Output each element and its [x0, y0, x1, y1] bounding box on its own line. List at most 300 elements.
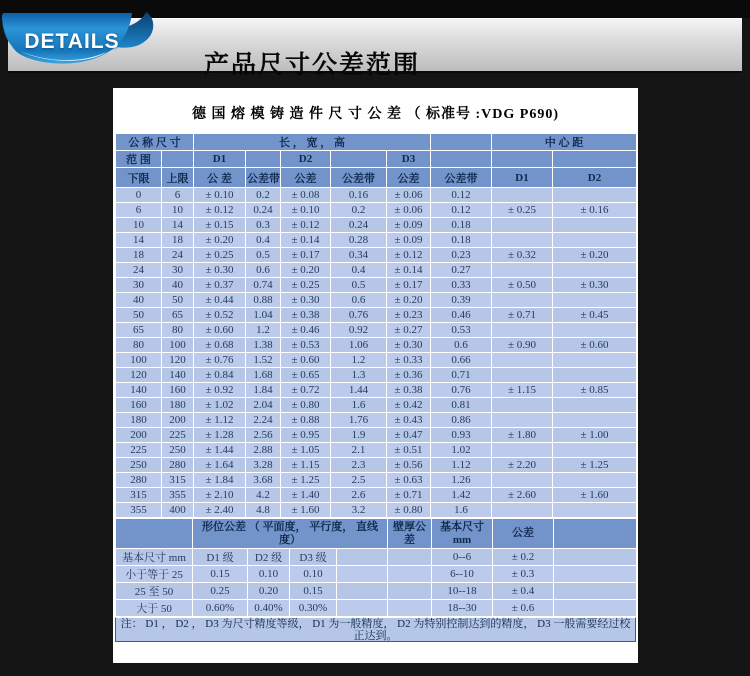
- cell: 0.86: [431, 413, 492, 428]
- cell: ± 0.25: [492, 203, 553, 218]
- header-cell: [246, 151, 281, 168]
- cell: 0.6: [431, 338, 492, 353]
- cell: ± 0.60: [553, 338, 637, 353]
- cell: 40: [116, 293, 162, 308]
- cell: ± 0.84: [194, 368, 246, 383]
- cell: 0.66: [431, 353, 492, 368]
- cell: 0.76: [331, 308, 387, 323]
- cell: ± 0.06: [387, 188, 431, 203]
- cell: 0.6: [331, 293, 387, 308]
- cell: ± 0.27: [387, 323, 431, 338]
- header-cell: D2: [281, 151, 331, 168]
- cell: [388, 600, 432, 617]
- cell: ± 0.12: [281, 218, 331, 233]
- cell: ± 1.25: [553, 458, 637, 473]
- cell: [553, 233, 637, 248]
- cell: 355: [162, 488, 194, 503]
- cell: 1.9: [331, 428, 387, 443]
- cell: 1.3: [331, 368, 387, 383]
- cell: 0.30%: [290, 600, 337, 617]
- table-row: [116, 248, 637, 263]
- cell: 1.84: [246, 383, 281, 398]
- cell: 315: [162, 473, 194, 488]
- cell: ± 0.25: [281, 278, 331, 293]
- cell: ± 0.20: [281, 263, 331, 278]
- cell: 2.24: [246, 413, 281, 428]
- cell: 0.12: [431, 203, 492, 218]
- cell: 2.88: [246, 443, 281, 458]
- cell: [553, 473, 637, 488]
- cell: ± 0.30: [281, 293, 331, 308]
- cell: ± 0.71: [492, 308, 553, 323]
- cell: [492, 443, 553, 458]
- cell: 100: [116, 353, 162, 368]
- cell: 1.44: [331, 383, 387, 398]
- cell: ± 0.52: [194, 308, 246, 323]
- cell: ± 0.10: [194, 188, 246, 203]
- cell: ± 0.20: [553, 248, 637, 263]
- cell: 180: [116, 413, 162, 428]
- cell: 0.76: [431, 383, 492, 398]
- cell: ± 0.63: [387, 473, 431, 488]
- cell: ± 0.85: [553, 383, 637, 398]
- cell: ± 1.15: [281, 458, 331, 473]
- table-row: [116, 293, 637, 308]
- header-cell: 上限: [162, 168, 194, 188]
- cell: 1.04: [246, 308, 281, 323]
- cell: [337, 600, 388, 617]
- cell: ± 0.36: [387, 368, 431, 383]
- cell: 315: [116, 488, 162, 503]
- cell: ± 0.14: [387, 263, 431, 278]
- cell: 0.53: [431, 323, 492, 338]
- cell: ± 0.44: [194, 293, 246, 308]
- header-cell: 公 差: [194, 168, 246, 188]
- header-cell: 公差带: [331, 168, 387, 188]
- cell: 0.92: [331, 323, 387, 338]
- cell: 大于 50: [116, 600, 193, 617]
- table-row: [116, 428, 637, 443]
- cell: [492, 503, 553, 518]
- cell: ± 1.12: [194, 413, 246, 428]
- table-row: [116, 488, 637, 503]
- header-row: [116, 519, 637, 549]
- spec-panel: [113, 88, 638, 663]
- footnote: 注： D1 ， D2 ， D3 为尺寸精度等级， D1 为一般精度， D2 为特别控制达到的精度， D3 一般需要经过校正达到。: [115, 617, 636, 642]
- cell: [553, 443, 637, 458]
- cell: 80: [162, 323, 194, 338]
- header-cell: [331, 151, 387, 168]
- cell: ± 0.3: [493, 566, 554, 583]
- table-row: [116, 218, 637, 233]
- cell: ± 0.12: [387, 248, 431, 263]
- cell: ± 0.23: [387, 308, 431, 323]
- header-cell: D2: [553, 168, 637, 188]
- cell: ± 0.30: [553, 278, 637, 293]
- cell: [554, 566, 637, 583]
- header-cell: 壁厚公差: [388, 519, 432, 549]
- header-cell: 范 围: [116, 151, 162, 168]
- cell: 100: [162, 338, 194, 353]
- table-row: [116, 600, 637, 617]
- cell: 250: [116, 458, 162, 473]
- header-row: [116, 134, 637, 151]
- cell: ± 0.38: [281, 308, 331, 323]
- cell: 0.4: [246, 233, 281, 248]
- cell: ± 1.28: [194, 428, 246, 443]
- cell: ± 0.46: [281, 323, 331, 338]
- table-title: 德 国 熔 模 铸 造 件 尺 寸 公 差 （ 标准号 :VDG P690): [192, 107, 559, 122]
- geometric-table-body: [116, 549, 637, 617]
- cell: [492, 368, 553, 383]
- cell: 1.26: [431, 473, 492, 488]
- header-cell: D1: [194, 151, 246, 168]
- cell: 基本尺寸 mm: [116, 549, 193, 566]
- header-cell: 公差: [387, 168, 431, 188]
- header-cell: [162, 151, 194, 168]
- cell: 0: [116, 188, 162, 203]
- cell: [492, 353, 553, 368]
- cell: [337, 566, 388, 583]
- cell: 0.18: [431, 218, 492, 233]
- table-row: [116, 338, 637, 353]
- cell: 1.06: [331, 338, 387, 353]
- cell: ± 0.38: [387, 383, 431, 398]
- cell: 4.2: [246, 488, 281, 503]
- cell: 1.76: [331, 413, 387, 428]
- cell: 200: [162, 413, 194, 428]
- cell: ± 2.60: [492, 488, 553, 503]
- cell: 14: [116, 233, 162, 248]
- cell: 1.6: [331, 398, 387, 413]
- cell: 18: [162, 233, 194, 248]
- cell: 0.24: [331, 218, 387, 233]
- cell: 0.39: [431, 293, 492, 308]
- cell: 225: [116, 443, 162, 458]
- cell: ± 2.10: [194, 488, 246, 503]
- table-row: [116, 278, 637, 293]
- cell: 1.12: [431, 458, 492, 473]
- cell: 50: [116, 308, 162, 323]
- cell: ± 1.60: [553, 488, 637, 503]
- details-ribbon: [0, 10, 200, 76]
- cell: [492, 323, 553, 338]
- cell: [388, 583, 432, 600]
- cell: 0.34: [331, 248, 387, 263]
- cell: ± 0.72: [281, 383, 331, 398]
- geometric-table-header: [116, 519, 637, 549]
- cell: [554, 549, 637, 566]
- cell: [492, 293, 553, 308]
- cell: ± 0.51: [387, 443, 431, 458]
- header-cell: [431, 134, 492, 151]
- table-row: [116, 443, 637, 458]
- cell: ± 0.4: [493, 583, 554, 600]
- cell: 40: [162, 278, 194, 293]
- cell: 0.81: [431, 398, 492, 413]
- cell: [492, 413, 553, 428]
- cell: ± 0.10: [281, 203, 331, 218]
- cell: 400: [162, 503, 194, 518]
- cell: ± 0.09: [387, 218, 431, 233]
- cell: ± 0.08: [281, 188, 331, 203]
- header-cell: 下限: [116, 168, 162, 188]
- cell: 120: [162, 353, 194, 368]
- cell: 280: [116, 473, 162, 488]
- header-row: [116, 151, 637, 168]
- cell: 6--10: [432, 566, 493, 583]
- cell: 0.71: [431, 368, 492, 383]
- cell: 2.6: [331, 488, 387, 503]
- cell: 0.2: [331, 203, 387, 218]
- cell: 1.2: [331, 353, 387, 368]
- header-cell: 公 称 尺 寸: [116, 134, 194, 151]
- cell: ± 0.47: [387, 428, 431, 443]
- cell: 0.25: [193, 583, 248, 600]
- header-cell: [116, 519, 193, 549]
- cell: [554, 600, 637, 617]
- table-row: [116, 583, 637, 600]
- cell: ± 0.65: [281, 368, 331, 383]
- cell: ± 0.20: [194, 233, 246, 248]
- header-cell: [553, 151, 637, 168]
- header-cell: 中 心 距: [492, 134, 637, 151]
- table-row: [116, 368, 637, 383]
- cell: 0.27: [431, 263, 492, 278]
- cell: 200: [116, 428, 162, 443]
- cell: 0.18: [431, 233, 492, 248]
- cell: 160: [162, 383, 194, 398]
- table-row: [116, 233, 637, 248]
- cell: 0.12: [431, 188, 492, 203]
- cell: ± 1.80: [492, 428, 553, 443]
- cell: ± 0.42: [387, 398, 431, 413]
- cell: 80: [116, 338, 162, 353]
- cell: ± 0.25: [194, 248, 246, 263]
- cell: [492, 398, 553, 413]
- cell: 1.68: [246, 368, 281, 383]
- cell: ± 1.02: [194, 398, 246, 413]
- cell: 1.42: [431, 488, 492, 503]
- cell: [388, 566, 432, 583]
- table-row: [116, 263, 637, 278]
- cell: [553, 218, 637, 233]
- header-cell: 公差: [281, 168, 331, 188]
- cell: ± 0.30: [387, 338, 431, 353]
- header-cell: 公差带: [431, 168, 492, 188]
- table-row: [116, 383, 637, 398]
- cell: ± 0.56: [387, 458, 431, 473]
- cell: ± 0.71: [387, 488, 431, 503]
- cell: 2.3: [331, 458, 387, 473]
- cell: 0.5: [246, 248, 281, 263]
- header-cell: 形位公差 （ 平面度， 平行度， 直线度）: [193, 519, 388, 549]
- table-row: [116, 413, 637, 428]
- cell: 6: [162, 188, 194, 203]
- cell: 30: [162, 263, 194, 278]
- cell: 18--30: [432, 600, 493, 617]
- header-cell: D1: [492, 168, 553, 188]
- cell: ± 0.76: [194, 353, 246, 368]
- cell: 1.6: [431, 503, 492, 518]
- section-title: 产品尺寸公差范围: [204, 51, 421, 79]
- cell: 1.38: [246, 338, 281, 353]
- cell: 0.23: [431, 248, 492, 263]
- table-row: [116, 188, 637, 203]
- header-cell: 公差带: [246, 168, 281, 188]
- cell: [553, 263, 637, 278]
- cell: ± 0.32: [492, 248, 553, 263]
- cell: D2 级: [248, 549, 290, 566]
- geometric-tolerance-table: [115, 518, 637, 617]
- table-row: [116, 473, 637, 488]
- cell: 0.33: [431, 278, 492, 293]
- cell: 65: [116, 323, 162, 338]
- cell: 0.3: [246, 218, 281, 233]
- cell: 18: [116, 248, 162, 263]
- cell: 10--18: [432, 583, 493, 600]
- tolerance-table-body: [116, 188, 637, 518]
- cell: 24: [116, 263, 162, 278]
- cell: ± 0.6: [493, 600, 554, 617]
- cell: ± 0.20: [387, 293, 431, 308]
- tolerance-table-header: [116, 134, 637, 188]
- cell: [337, 549, 388, 566]
- cell: ± 0.14: [281, 233, 331, 248]
- cell: [492, 263, 553, 278]
- cell: ± 0.16: [553, 203, 637, 218]
- details-label: DETAILS: [24, 30, 120, 53]
- cell: 0.46: [431, 308, 492, 323]
- cell: 3.68: [246, 473, 281, 488]
- cell: ± 0.45: [553, 308, 637, 323]
- table-row: [116, 398, 637, 413]
- cell: [554, 583, 637, 600]
- cell: [553, 353, 637, 368]
- cell: ± 0.17: [281, 248, 331, 263]
- cell: ± 0.95: [281, 428, 331, 443]
- cell: 0.15: [193, 566, 248, 583]
- cell: ± 0.80: [281, 398, 331, 413]
- cell: 225: [162, 428, 194, 443]
- cell: [337, 583, 388, 600]
- cell: 0.40%: [248, 600, 290, 617]
- cell: ± 2.40: [194, 503, 246, 518]
- table-row: [116, 203, 637, 218]
- cell: 0.2: [246, 188, 281, 203]
- cell: 2.04: [246, 398, 281, 413]
- tolerance-table: [115, 133, 637, 518]
- cell: 4.8: [246, 503, 281, 518]
- cell: 2.56: [246, 428, 281, 443]
- cell: 10: [162, 203, 194, 218]
- cell: ± 1.15: [492, 383, 553, 398]
- cell: ± 0.92: [194, 383, 246, 398]
- cell: ± 0.15: [194, 218, 246, 233]
- cell: [492, 188, 553, 203]
- cell: 0.10: [248, 566, 290, 583]
- cell: 65: [162, 308, 194, 323]
- cell: 14: [162, 218, 194, 233]
- cell: ± 1.60: [281, 503, 331, 518]
- cell: ± 0.43: [387, 413, 431, 428]
- cell: [492, 218, 553, 233]
- cell: [553, 368, 637, 383]
- cell: ± 0.37: [194, 278, 246, 293]
- cell: 0.20: [248, 583, 290, 600]
- cell: 50: [162, 293, 194, 308]
- header-cell: [554, 519, 637, 549]
- table-row: [116, 458, 637, 473]
- cell: [553, 503, 637, 518]
- cell: 0.16: [331, 188, 387, 203]
- table-row: [116, 503, 637, 518]
- header-cell: 基本尺寸 mm: [432, 519, 493, 549]
- header-cell: [431, 151, 492, 168]
- cell: 6: [116, 203, 162, 218]
- table-row: [116, 308, 637, 323]
- cell: ± 0.12: [194, 203, 246, 218]
- cell: ± 1.40: [281, 488, 331, 503]
- cell: 2.1: [331, 443, 387, 458]
- cell: 0.10: [290, 566, 337, 583]
- cell: 0.28: [331, 233, 387, 248]
- cell: ± 1.05: [281, 443, 331, 458]
- cell: 10: [116, 218, 162, 233]
- cell: [492, 473, 553, 488]
- cell: ± 0.50: [492, 278, 553, 293]
- header-cell: [492, 151, 553, 168]
- cell: ± 0.68: [194, 338, 246, 353]
- cell: D1 级: [193, 549, 248, 566]
- cell: 0.74: [246, 278, 281, 293]
- cell: 0.4: [331, 263, 387, 278]
- cell: 280: [162, 458, 194, 473]
- cell: ± 0.53: [281, 338, 331, 353]
- cell: 2.5: [331, 473, 387, 488]
- table-row: [116, 566, 637, 583]
- cell: 250: [162, 443, 194, 458]
- header-cell: 长 ， 宽 ， 高: [194, 134, 431, 151]
- header-cell: 公差: [493, 519, 554, 549]
- cell: 0.5: [331, 278, 387, 293]
- cell: [553, 188, 637, 203]
- cell: ± 1.64: [194, 458, 246, 473]
- cell: ± 1.44: [194, 443, 246, 458]
- cell: [553, 323, 637, 338]
- cell: ± 0.88: [281, 413, 331, 428]
- cell: ± 2.20: [492, 458, 553, 473]
- cell: 180: [162, 398, 194, 413]
- cell: ± 0.60: [281, 353, 331, 368]
- cell: 1.52: [246, 353, 281, 368]
- cell: ± 0.90: [492, 338, 553, 353]
- cell: [388, 549, 432, 566]
- cell: ± 1.00: [553, 428, 637, 443]
- cell: 0--6: [432, 549, 493, 566]
- cell: 1.02: [431, 443, 492, 458]
- cell: 3.28: [246, 458, 281, 473]
- cell: 0.60%: [193, 600, 248, 617]
- cell: [553, 398, 637, 413]
- cell: ± 0.09: [387, 233, 431, 248]
- table-row: [116, 323, 637, 338]
- cell: 25 至 50: [116, 583, 193, 600]
- cell: 0.6: [246, 263, 281, 278]
- cell: 355: [116, 503, 162, 518]
- cell: ± 0.17: [387, 278, 431, 293]
- cell: D3 级: [290, 549, 337, 566]
